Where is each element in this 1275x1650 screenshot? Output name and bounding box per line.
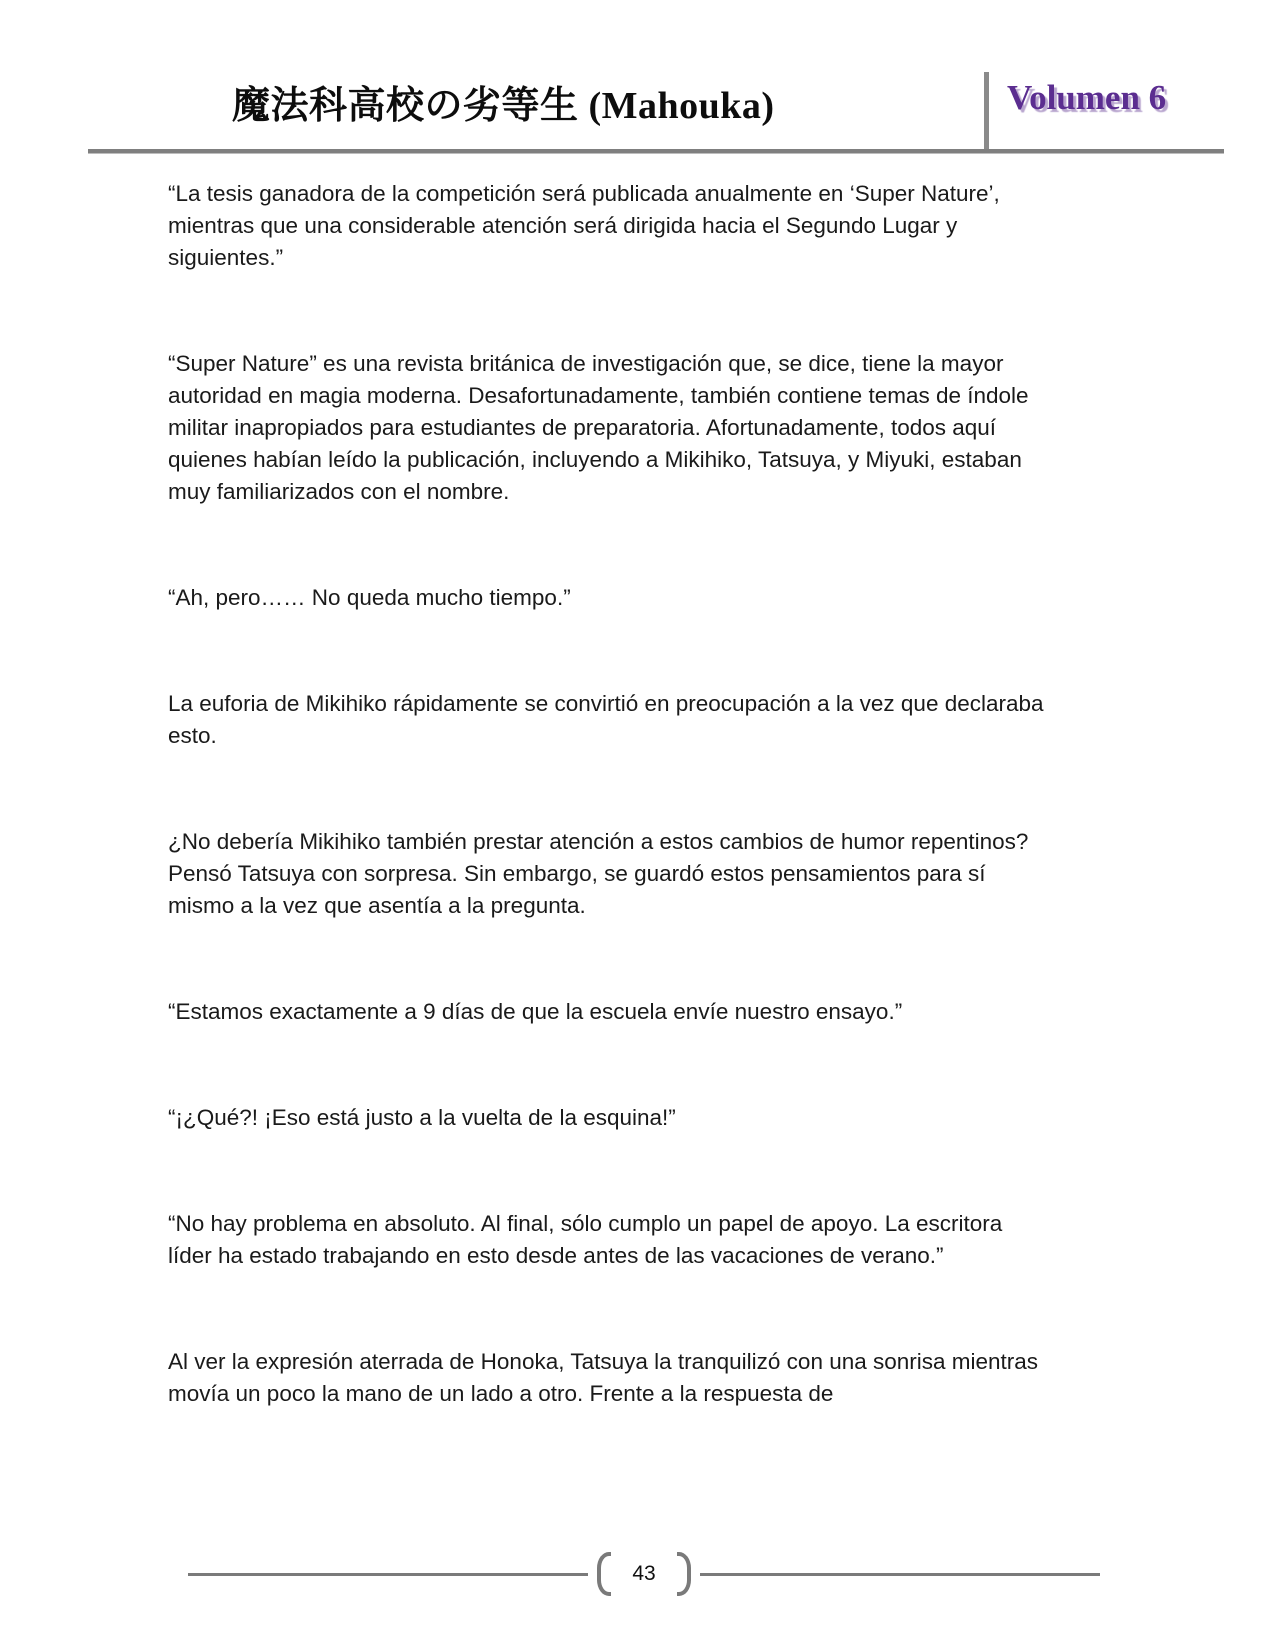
paragraph-euforia: La euforia de Mikihiko rápidamente se convirtió en preocupación a la vez que declaraba esto. [168,691,1044,748]
paragraph-super-nature: “Super Nature” es una revista británica de investigación que, se dice, tiene la mayor autoridad en magia moderna. Desafortunadamente, también contiene temas de índole militar inapropiados para estudiantes de preparatoria. Afortunadamente, todos aquí quienes habían leído la publicación, incluyendo a Mikihiko, Tatsuya, y Miyuki, estaban muy familiarizados con el nombre. [168,351,1029,504]
footer-line-right [700,1573,1100,1576]
paragraph-quote-thesis: “La tesis ganadora de la competición será publicada anualmente en ‘Super Nature’, mientras que una considerable atención será dirigida hacia el Segundo Lugar y siguientes.” [168,181,1000,270]
page-number: 43 [632,1562,656,1585]
paragraph-quote-9-dias: “Estamos exactamente a 9 días de que la escuela envíe nuestro ensayo.” [168,999,903,1024]
body-text [168,178,1052,1410]
volume-label: Volumen 6 [1007,78,1167,117]
header-rule [88,149,1224,154]
paragraph-honoka: Al ver la expresión aterrada de Honoka, Tatsuya la tranquilizó con una sonrisa mientras movía un poco la mano de un lado a otro. Frente a la respuesta de [168,1349,1039,1406]
paragraph-cambios-humor: ¿No debería Mikihiko también prestar atención a estos cambios de humor repentinos? Pensó Tatsuya con sorpresa. Sin embargo, se guardó estos pensamientos para sí mismo a la vez que asentía a la pregunta. [168,829,1029,918]
footer-line-left [188,1573,588,1576]
paragraph-quote-no-time: “Ah, pero…… No queda mucho tiempo.” [168,585,571,610]
paragraph-quote-no-problema: “No hay problema en absoluto. Al final, sólo cumplo un papel de apoyo. La escritora líder ha estado trabajando en esto desde antes de las vacaciones de verano.” [168,1211,1003,1268]
document-title: 魔法科高校の劣等生 (Mahouka) [232,85,775,127]
paragraph-quote-esquina: “¡¿Qué?! ¡Eso está justo a la vuelta de la esquina!” [168,1105,676,1130]
page-number-bracket-left-icon [597,1552,611,1596]
footer [188,1548,1100,1600]
page-number-bracket-right-icon [677,1552,691,1596]
header-vertical-separator [984,72,989,152]
